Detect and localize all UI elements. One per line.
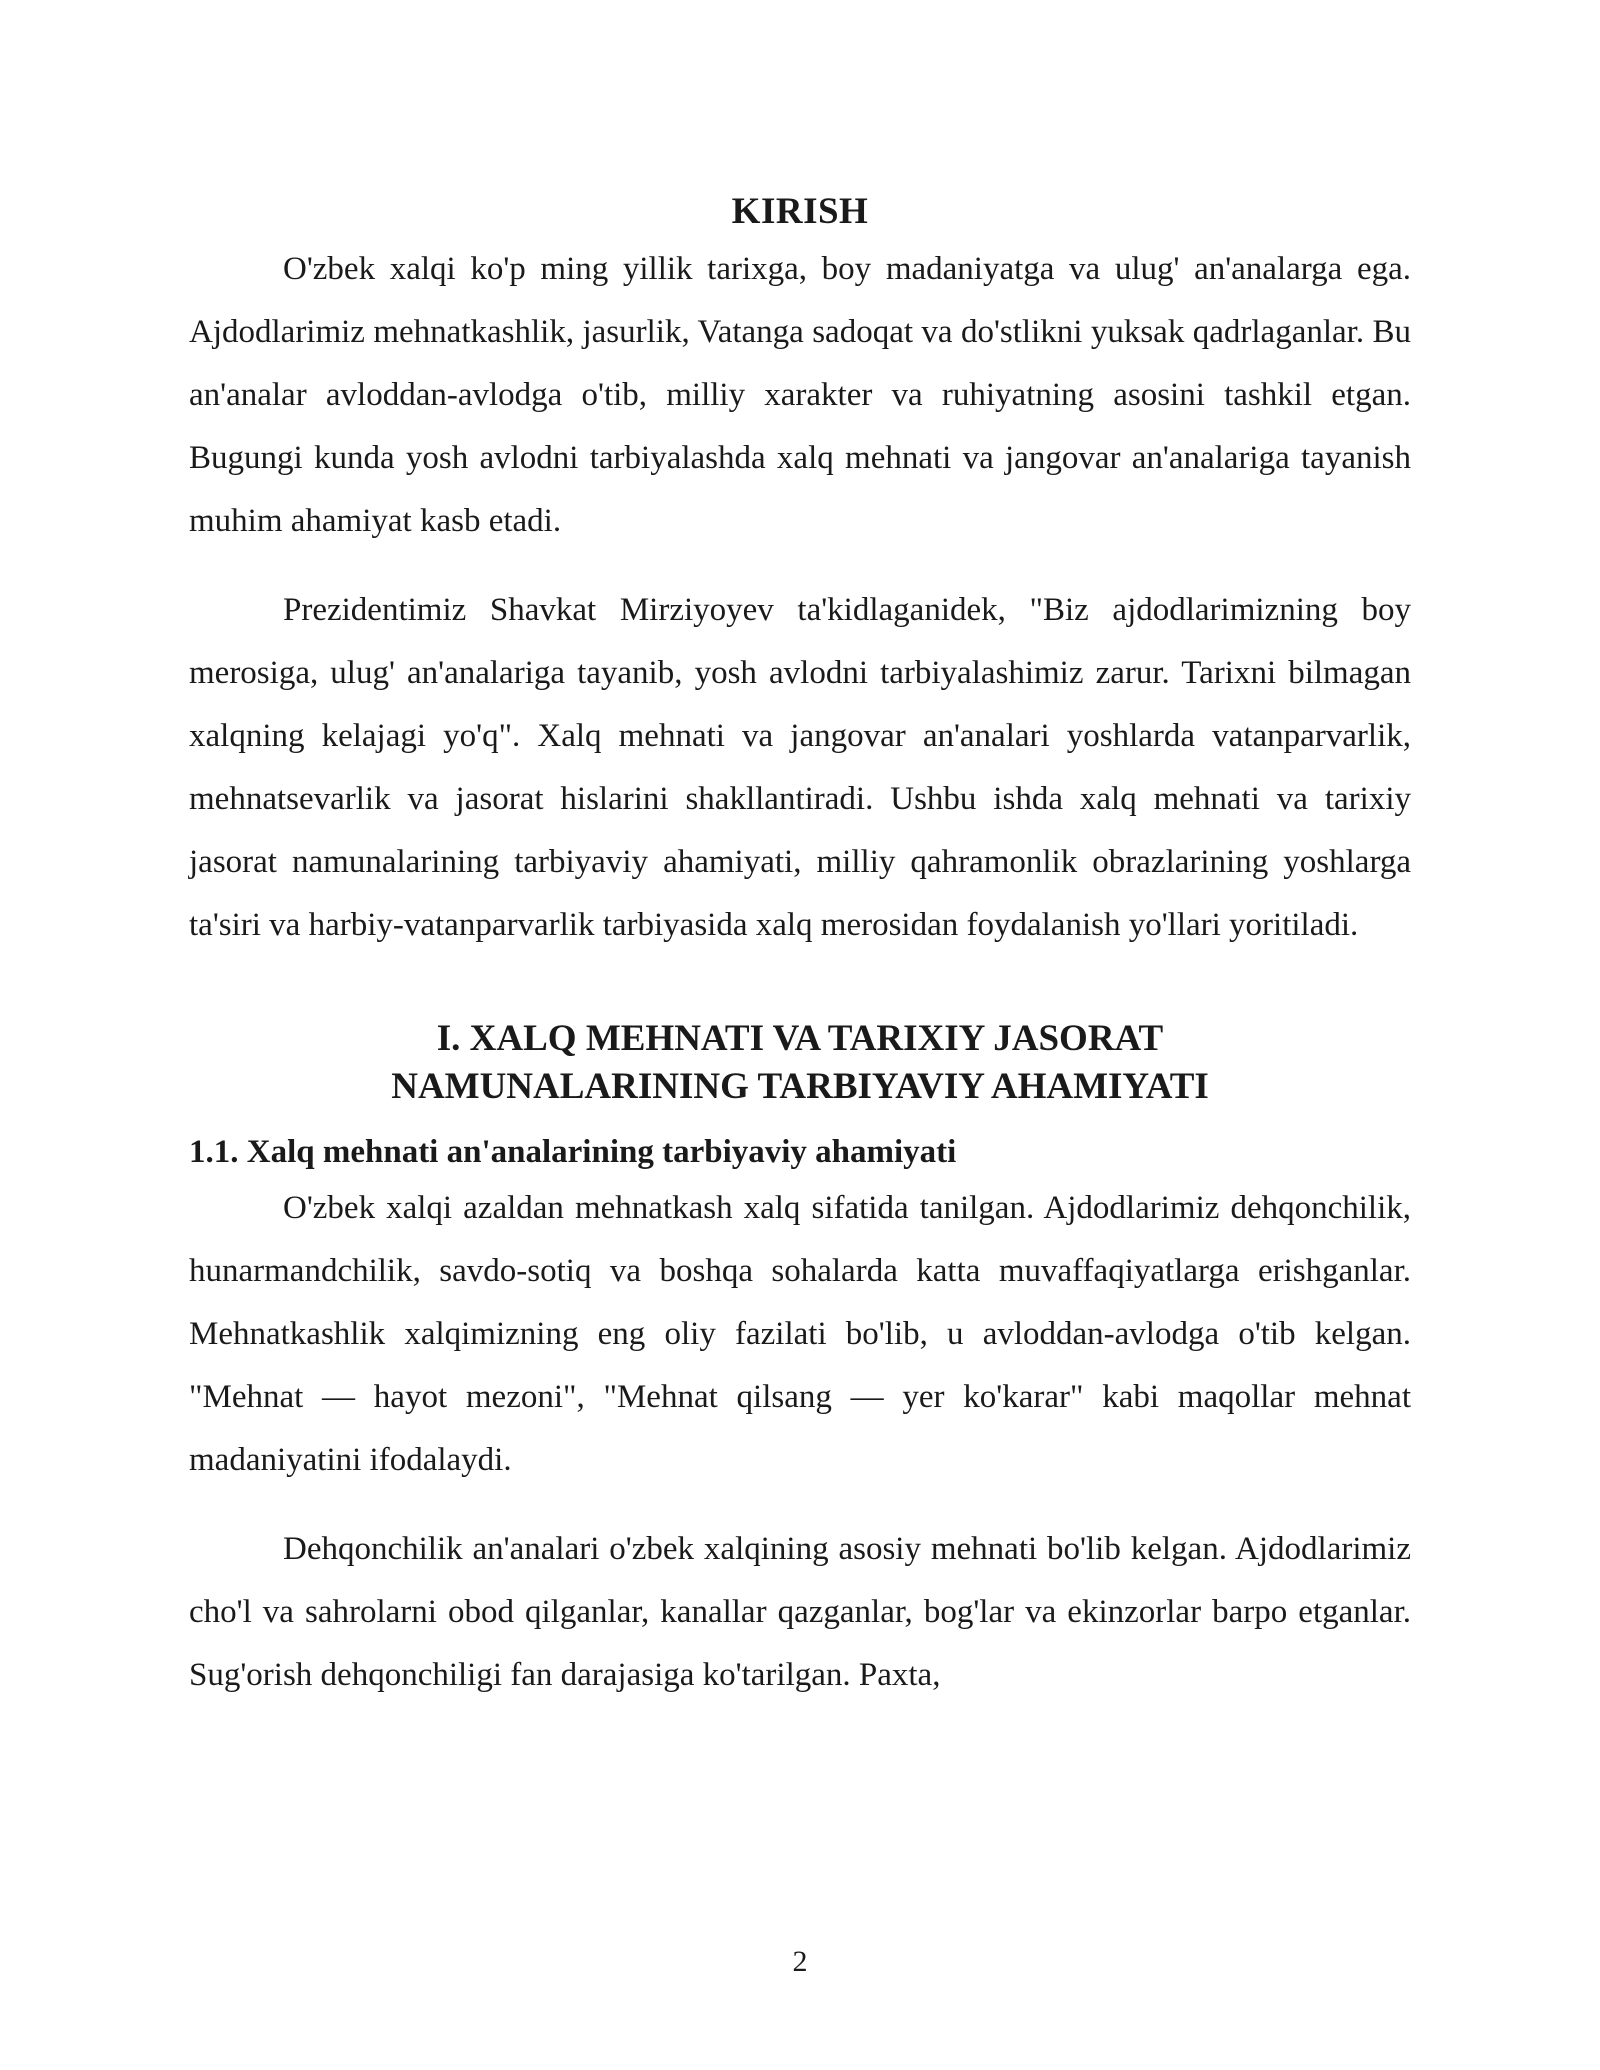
section-paragraph-1: O'zbek xalqi azaldan mehnatkash xalq sifatida tanilgan. Ajdodlarimiz dehqonchilik, hunarmandchilik, savdo-sotiq va boshqa sohalarda katta muvaffaqiyatlarga erishganlar. Mehnatkashlik xalqimizning eng oliy fazilati bo'lib, u avloddan-avlodga o'tib kelgan. "Mehnat — hayot mezoni", "Mehnat qilsang — yer ko'karar" kabi maqollar mehnat madaniyatini ifodalaydi. <box>189 1190 1411 1478</box>
intro-paragraph-1: O'zbek xalqi ko'p ming yillik tarixga, boy madaniyatga va ulug' an'analarga ega. Ajdodlarimiz mehnatkashlik, jasurlik, Vatanga sadoqat va do'stlikni yuksak qadrlaganlar. Bu an'analar avloddan-avlodga o'tib, milliy xarakter va ruhiyatning asosini tashkil etgan. Bugungi kunda yosh avlodni tarbiyalashda xalq mehnati va jangovar an'analariga tayanish muhim ahamiyat kasb etadi. <box>189 251 1411 539</box>
page-content <box>189 186 1411 1707</box>
page-title: KIRISH <box>731 191 869 232</box>
intro-paragraph-2: Prezidentimiz Shavkat Mirziyoyev ta'kidlaganidek, "Biz ajdodlarimizning boy merosiga, ulug' an'analariga tayanib, yosh avlodni tarbiyalashimiz zarur. Tarixni bilmagan xalqning kelajagi yo'q". Xalq mehnati va jangovar an'analari yoshlarda vatanparvarlik, mehnatsevarlik va jasorat hislarini shakllantiradi. Ushbu ishda xalq mehnati va tarixiy jasorat namunalarining tarbiyaviy ahamiyati, milliy qahramonlik obrazlarining yoshlarga ta'siri va harbiy-vatanparvarlik tarbiyasida xalq merosidan foydalanish yo'llari yoritiladi. <box>189 592 1411 943</box>
section-heading: 1.1. Xalq mehnati an'analarining tarbiyaviy ahamiyati <box>189 1134 957 1170</box>
chapter-heading-line-1: I. XALQ MEHNATI VA TARIXIY JASORAT <box>436 1018 1164 1059</box>
section-paragraph-2: Dehqonchilik an'analari o'zbek xalqining asosiy mehnati bo'lib kelgan. Ajdodlarimiz cho'l va sahrolarni obod qilganlar, kanallar qazganlar, bog'lar va ekinzorlar barpo etganlar. Sug'orish dehqonchiligi fan darajasiga ko'tarilgan. Paxta, <box>189 1531 1411 1693</box>
chapter-heading <box>189 1015 1411 1111</box>
chapter-heading-line-2: NAMUNALARINING TARBIYAVIY AHAMIYATI <box>391 1066 1209 1107</box>
page-number: 2 <box>792 1945 808 1978</box>
